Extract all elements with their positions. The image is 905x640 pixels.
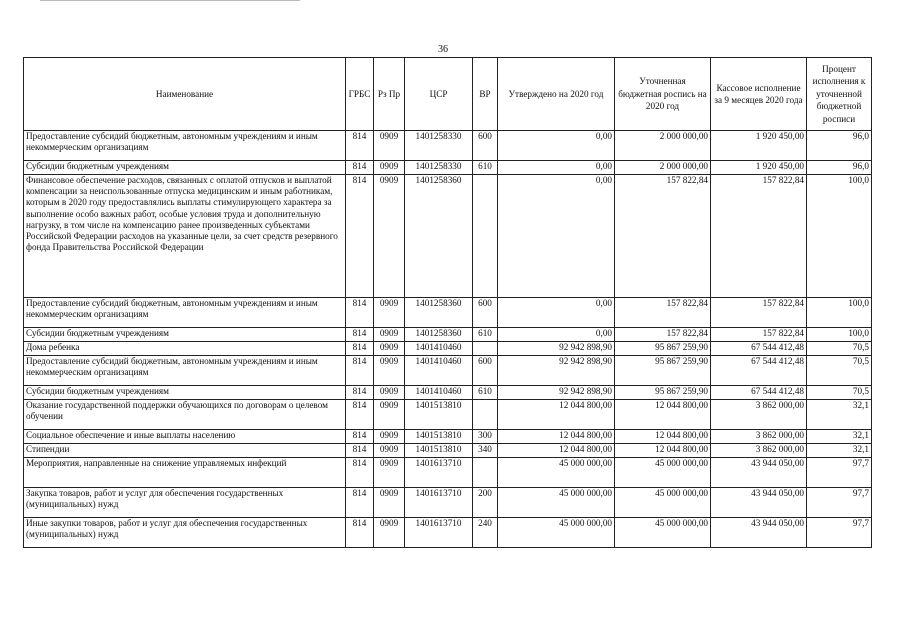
row-vr: 610 bbox=[473, 161, 498, 175]
row-name: Стипендии bbox=[24, 444, 346, 458]
row-rzpr: 0909 bbox=[374, 430, 405, 444]
table-row bbox=[24, 328, 872, 342]
row-grbs: 814 bbox=[346, 518, 374, 548]
row-csr: 1401410460 bbox=[405, 356, 473, 386]
row-cash: 157 822,84 bbox=[711, 298, 807, 328]
row-vr: 200 bbox=[473, 488, 498, 518]
row-name: Финансовое обеспечение расходов, связанных с оплатой отпусков и выплатой компенсации за неиспользованные отпуска медицинским и иным работникам, которым в 2020 году предоставлялись выплаты стимулирующего характера за выполнение особо важных работ, особые условия труда и дополнительную нагрузку, в том числе на компенсацию ранее произведенных субъектами Российской Федерации расходов на указанные цели, за счет средств резервного фонда Правительства Российской Федерации bbox=[24, 175, 346, 298]
table-row bbox=[24, 131, 872, 161]
header-approved: Утверждено на 2020 год bbox=[498, 58, 615, 131]
row-grbs: 814 bbox=[346, 356, 374, 386]
row-percent: 70,5 bbox=[807, 356, 872, 386]
row-approved: 0,00 bbox=[498, 131, 615, 161]
row-name: Субсидии бюджетным учреждениям bbox=[24, 161, 346, 175]
row-name: Социальное обеспечение и иные выплаты населению bbox=[24, 430, 346, 444]
row-csr: 1401258360 bbox=[405, 328, 473, 342]
row-name: Закупка товаров, работ и услуг для обеспечения государственных (муниципальных) нужд bbox=[24, 488, 346, 518]
header-refined: Уточненная бюджетная роспись на 2020 год bbox=[615, 58, 711, 131]
row-grbs: 814 bbox=[346, 131, 374, 161]
header-csr: ЦСР bbox=[405, 58, 473, 131]
row-grbs: 814 bbox=[346, 175, 374, 298]
row-refined: 45 000 000,00 bbox=[615, 458, 711, 488]
row-percent: 70,5 bbox=[807, 386, 872, 400]
row-cash: 67 544 412,48 bbox=[711, 386, 807, 400]
row-vr bbox=[473, 400, 498, 430]
row-approved: 0,00 bbox=[498, 161, 615, 175]
row-approved: 12 044 800,00 bbox=[498, 400, 615, 430]
row-name: Субсидии бюджетным учреждениям bbox=[24, 328, 346, 342]
row-approved: 92 942 898,90 bbox=[498, 356, 615, 386]
table-row bbox=[24, 444, 872, 458]
row-name: Предоставление субсидий бюджетным, автономным учреждениям и иным некоммерческим организациям bbox=[24, 131, 346, 161]
row-cash: 67 544 412,48 bbox=[711, 356, 807, 386]
row-approved: 45 000 000,00 bbox=[498, 458, 615, 488]
row-rzpr: 0909 bbox=[374, 444, 405, 458]
header-name: Наименование bbox=[24, 58, 346, 131]
table-row bbox=[24, 342, 872, 356]
row-grbs: 814 bbox=[346, 400, 374, 430]
row-grbs: 814 bbox=[346, 444, 374, 458]
row-cash: 43 944 050,00 bbox=[711, 518, 807, 548]
row-refined: 2 000 000,00 bbox=[615, 131, 711, 161]
header-grbs: ГРБС bbox=[346, 58, 374, 131]
row-grbs: 814 bbox=[346, 458, 374, 488]
row-cash: 3 862 000,00 bbox=[711, 400, 807, 430]
row-cash: 1 920 450,00 bbox=[711, 161, 807, 175]
row-percent: 32,1 bbox=[807, 444, 872, 458]
row-rzpr: 0909 bbox=[374, 386, 405, 400]
row-approved: 92 942 898,90 bbox=[498, 342, 615, 356]
row-percent: 100,0 bbox=[807, 298, 872, 328]
row-percent: 97,7 bbox=[807, 518, 872, 548]
row-refined: 157 822,84 bbox=[615, 175, 711, 298]
row-vr: 610 bbox=[473, 328, 498, 342]
row-cash: 157 822,84 bbox=[711, 175, 807, 298]
row-approved: 12 044 800,00 bbox=[498, 444, 615, 458]
row-refined: 95 867 259,90 bbox=[615, 356, 711, 386]
row-rzpr: 0909 bbox=[374, 488, 405, 518]
page-number: 36 bbox=[438, 44, 448, 55]
row-csr: 1401410460 bbox=[405, 342, 473, 356]
row-percent: 70,5 bbox=[807, 342, 872, 356]
row-vr: 600 bbox=[473, 356, 498, 386]
row-csr: 1401513810 bbox=[405, 430, 473, 444]
row-rzpr: 0909 bbox=[374, 356, 405, 386]
row-csr: 1401613710 bbox=[405, 488, 473, 518]
row-grbs: 814 bbox=[346, 430, 374, 444]
table-row bbox=[24, 298, 872, 328]
row-percent: 100,0 bbox=[807, 175, 872, 298]
row-rzpr: 0909 bbox=[374, 131, 405, 161]
row-csr: 1401613710 bbox=[405, 458, 473, 488]
row-csr: 1401410460 bbox=[405, 386, 473, 400]
header-cash: Кассовое исполнение за 9 месяцев 2020 года bbox=[711, 58, 807, 131]
row-vr bbox=[473, 342, 498, 356]
table-row bbox=[24, 356, 872, 386]
row-csr: 1401258360 bbox=[405, 298, 473, 328]
row-csr: 1401513810 bbox=[405, 400, 473, 430]
table-row bbox=[24, 430, 872, 444]
row-name: Предоставление субсидий бюджетным, автономным учреждениям и иным некоммерческим организациям bbox=[24, 298, 346, 328]
row-name: Предоставление субсидий бюджетным, автономным учреждениям и иным некоммерческим организациям bbox=[24, 356, 346, 386]
row-grbs: 814 bbox=[346, 342, 374, 356]
row-vr: 600 bbox=[473, 131, 498, 161]
row-percent: 100,0 bbox=[807, 328, 872, 342]
row-csr: 1401513810 bbox=[405, 444, 473, 458]
budget-table bbox=[23, 57, 872, 548]
row-cash: 3 862 000,00 bbox=[711, 430, 807, 444]
row-refined: 157 822,84 bbox=[615, 328, 711, 342]
row-grbs: 814 bbox=[346, 298, 374, 328]
row-refined: 95 867 259,90 bbox=[615, 342, 711, 356]
row-refined: 2 000 000,00 bbox=[615, 161, 711, 175]
table-row bbox=[24, 386, 872, 400]
row-csr: 1401613710 bbox=[405, 518, 473, 548]
row-approved: 0,00 bbox=[498, 298, 615, 328]
row-approved: 0,00 bbox=[498, 328, 615, 342]
row-refined: 12 044 800,00 bbox=[615, 444, 711, 458]
row-refined: 12 044 800,00 bbox=[615, 430, 711, 444]
row-cash: 43 944 050,00 bbox=[711, 488, 807, 518]
row-name: Мероприятия, направленные на снижение управляемых инфекций bbox=[24, 458, 346, 488]
row-percent: 32,1 bbox=[807, 400, 872, 430]
row-cash: 43 944 050,00 bbox=[711, 458, 807, 488]
row-rzpr: 0909 bbox=[374, 175, 405, 298]
row-rzpr: 0909 bbox=[374, 161, 405, 175]
row-refined: 95 867 259,90 bbox=[615, 386, 711, 400]
row-cash: 3 862 000,00 bbox=[711, 444, 807, 458]
row-rzpr: 0909 bbox=[374, 458, 405, 488]
row-percent: 97,7 bbox=[807, 488, 872, 518]
row-approved: 12 044 800,00 bbox=[498, 430, 615, 444]
header-vr: ВР bbox=[473, 58, 498, 131]
row-vr: 610 bbox=[473, 386, 498, 400]
row-vr bbox=[473, 175, 498, 298]
header-percent: Процент исполнения к уточненной бюджетной росписи bbox=[807, 58, 872, 131]
row-refined: 45 000 000,00 bbox=[615, 518, 711, 548]
row-grbs: 814 bbox=[346, 328, 374, 342]
row-name: Субсидии бюджетным учреждениям bbox=[24, 386, 346, 400]
row-percent: 32,1 bbox=[807, 430, 872, 444]
row-percent: 97,7 bbox=[807, 458, 872, 488]
row-grbs: 814 bbox=[346, 161, 374, 175]
row-approved: 92 942 898,90 bbox=[498, 386, 615, 400]
table-row bbox=[24, 518, 872, 548]
row-name: Дома ребенка bbox=[24, 342, 346, 356]
table-row bbox=[24, 161, 872, 175]
row-vr: 240 bbox=[473, 518, 498, 548]
row-vr: 600 bbox=[473, 298, 498, 328]
row-rzpr: 0909 bbox=[374, 342, 405, 356]
row-refined: 12 044 800,00 bbox=[615, 400, 711, 430]
row-csr: 1401258330 bbox=[405, 161, 473, 175]
row-name: Оказание государственной поддержки обучающихся по договорам о целевом обучении bbox=[24, 400, 346, 430]
table-row bbox=[24, 400, 872, 430]
row-csr: 1401258360 bbox=[405, 175, 473, 298]
row-approved: 45 000 000,00 bbox=[498, 518, 615, 548]
row-grbs: 814 bbox=[346, 386, 374, 400]
row-approved: 0,00 bbox=[498, 175, 615, 298]
row-rzpr: 0909 bbox=[374, 328, 405, 342]
row-vr: 340 bbox=[473, 444, 498, 458]
row-refined: 45 000 000,00 bbox=[615, 488, 711, 518]
table-row bbox=[24, 488, 872, 518]
row-approved: 45 000 000,00 bbox=[498, 488, 615, 518]
row-rzpr: 0909 bbox=[374, 518, 405, 548]
row-vr bbox=[473, 458, 498, 488]
row-cash: 1 920 450,00 bbox=[711, 131, 807, 161]
row-grbs: 814 bbox=[346, 488, 374, 518]
table-row bbox=[24, 458, 872, 488]
scan-artifact-line bbox=[40, 0, 300, 1]
row-cash: 157 822,84 bbox=[711, 328, 807, 342]
row-vr: 300 bbox=[473, 430, 498, 444]
header-rzpr: Рз Пр bbox=[374, 58, 405, 131]
row-name: Иные закупки товаров, работ и услуг для обеспечения государственных (муниципальных) нужд bbox=[24, 518, 346, 548]
table-row bbox=[24, 175, 872, 298]
row-percent: 96,0 bbox=[807, 131, 872, 161]
row-refined: 157 822,84 bbox=[615, 298, 711, 328]
row-percent: 96,0 bbox=[807, 161, 872, 175]
row-rzpr: 0909 bbox=[374, 400, 405, 430]
row-rzpr: 0909 bbox=[374, 298, 405, 328]
table-header-row bbox=[24, 58, 872, 131]
row-cash: 67 544 412,48 bbox=[711, 342, 807, 356]
row-csr: 1401258330 bbox=[405, 131, 473, 161]
